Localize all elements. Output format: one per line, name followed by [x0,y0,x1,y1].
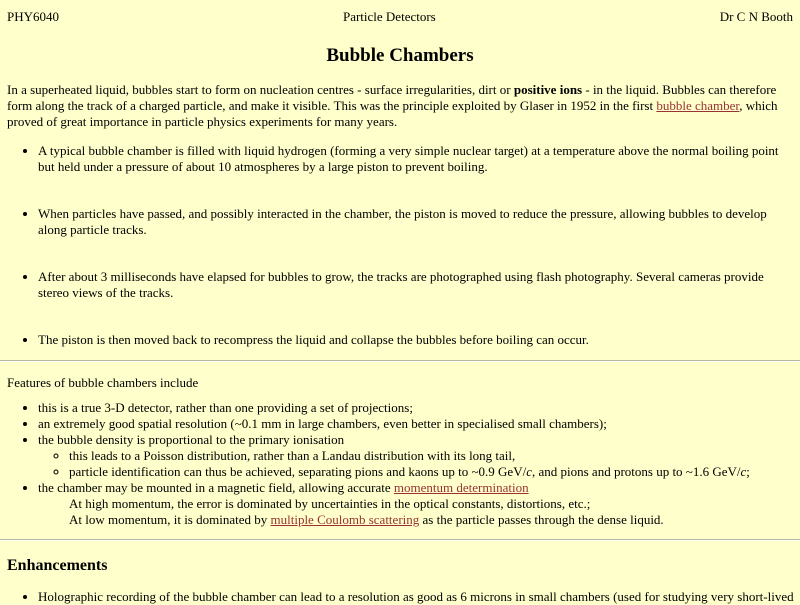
low-momentum-text-a: At low momentum, it is dominated by [69,512,271,527]
list-item: • an extremely good spatial resolution (~0.1 mm in large chambers, even better in specialised small chambers); [38,416,793,432]
list-item: • When particles have passed, and possibly interacted in the chamber, the piston is moved to reduce the pressure, allowing bubbles to develop along particle tracks. [38,206,793,238]
features-sublist [38,448,793,480]
author: Dr C N Booth [719,9,793,24]
sub2-text-b: , and pions and protons up to ~1.6 GeV/ [531,464,741,479]
momentum-determination-link[interactable]: momentum determination [393,480,529,495]
list-item [38,432,793,480]
bubble-chamber-link[interactable]: bubble chamber [656,98,740,113]
features-list [7,400,793,528]
intro-bold: positive ions [513,82,583,97]
list-item: • this is a true 3-D detector, rather than one providing a set of projections; [38,400,793,416]
coulomb-scattering-link[interactable]: multiple Coulomb scattering [270,512,420,527]
list-item: • The piston is then moved back to recompress the liquid and collapse the bubbles before boiling can occur. [38,332,793,348]
intro-paragraph [7,82,793,130]
speed-of-light-symbol: c [740,464,747,479]
page-header [7,0,793,25]
list-item: • Holographic recording of the bubble chamber can lead to a resolution as good as 6 microns in small chambers (used for studying very short-lived [38,589,793,605]
operation-steps-list [7,143,793,348]
course-code: PHY6040 [7,9,60,24]
divider [0,539,800,541]
list-item [38,480,793,528]
low-momentum-note [38,512,793,528]
list-item: • After about 3 milliseconds have elapsed for bubbles to grow, the tracks are photographed using flash photography. Several cameras provide stereo views of the tracks. [38,269,793,301]
list-item: ◦ this leads to a Poisson distribution, rather than a Landau distribution with its long tail, [69,448,793,464]
sub2-text-a: particle identification can thus be achieved, separating pions and kaons up to ~0.9 GeV/ [69,464,527,479]
features-heading: Features of bubble chambers include [7,375,199,390]
enhancements-heading: Enhancements [7,557,108,574]
page-title: Bubble Chambers [326,45,474,66]
enhancements-list [7,589,793,605]
list-item: • A typical bubble chamber is filled with liquid hydrogen (forming a very simple nuclear target) at a temperature above the normal boiling point but held under a pressure of about 10 atmospheres by a large piston to prevent boiling. [38,143,793,175]
intro-text-3: , which proved of great importance in particle physics experiments for many years. [7,98,778,129]
low-momentum-text-b: as the particle passes through the dense liquid. [419,512,664,527]
sub2-text-end: ; [746,464,750,479]
course-title: Particle Detectors [342,9,436,24]
high-momentum-note: At high momentum, the error is dominated by uncertainties in the optical constants, distortions, etc.; [69,496,591,511]
speed-of-light-symbol: c [526,464,532,479]
intro-text-2: - in the liquid. Bubbles can therefore form along the track of a charged particle, and make it visible. This was the principle exploited by Glaser in 1952 in the first [7,82,777,113]
intro-text-1: In a superheated liquid, bubbles start to form on nucleation centres - surface irregularities, dirt or [7,82,514,97]
list-item-text: the bubble density is proportional to the primary ionisation [38,432,345,447]
list-item [69,464,793,480]
divider [0,360,800,362]
item4-text: the chamber may be mounted in a magnetic field, allowing accurate [38,480,394,495]
